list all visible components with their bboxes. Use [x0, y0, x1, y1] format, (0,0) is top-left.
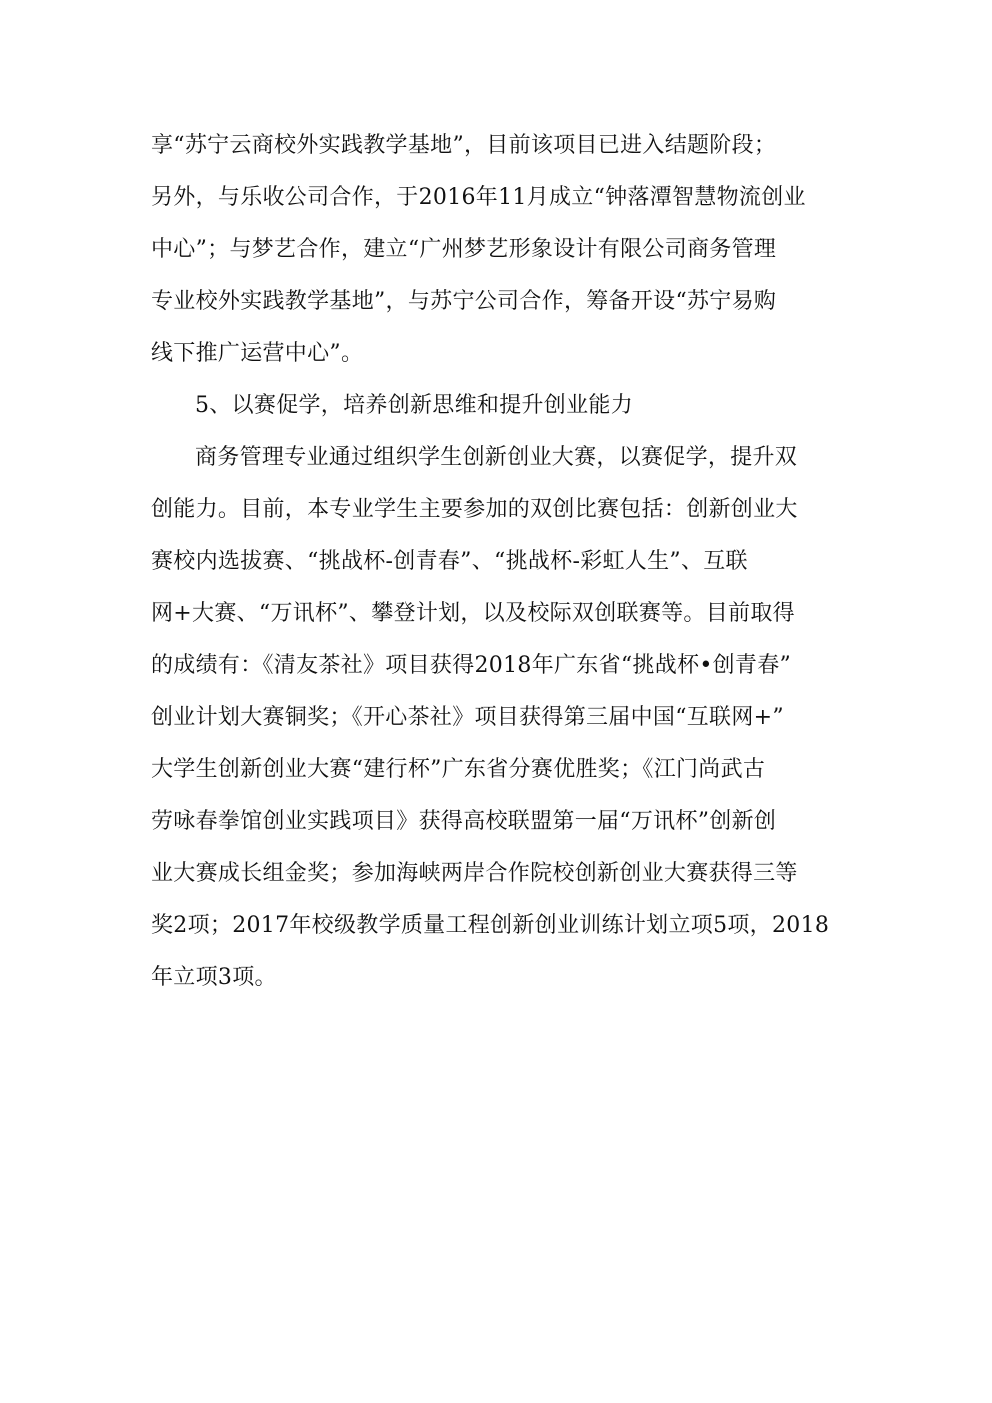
text-line-7: 商务管理专业通过组织学生创新创业大赛，以赛促学，提升双 — [195, 445, 798, 470]
text-line-3: 中心”；与梦艺合作，建立“广州梦艺形象设计有限公司商务管理 — [151, 237, 777, 262]
text-line-14: 劳咏春拳馆创业实践项目》获得高校联盟第一届“万讯杯”创新创 — [151, 809, 777, 834]
text-line-12: 创业计划大赛铜奖；《开心茶社》项目获得第三届中国“互联网+” — [151, 705, 784, 730]
text-line-4: 专业校外实践教学基地”，与苏宁公司合作，筹备开设“苏宁易购 — [151, 289, 777, 314]
text-line-10: 网+大赛、“万讯杯”、攀登计划，以及校际双创联赛等。目前取得 — [151, 601, 795, 626]
text-line-15: 业大赛成长组金奖；参加海峡两岸合作院校创新创业大赛获得三等 — [151, 861, 798, 886]
text-line-17: 年立项3项。 — [151, 965, 277, 990]
section-heading: 5、以赛促学，培养创新思维和提升创业能力 — [195, 393, 633, 418]
text-line-8: 创能力。目前，本专业学生主要参加的双创比赛包括：创新创业大 — [151, 497, 798, 522]
text-line-16: 奖2项；2017年校级教学质量工程创新创业训练计划立项5项，2018 — [151, 913, 830, 938]
text-line-2: 另外，与乐收公司合作，于2016年11月成立“钟落潭智慧物流创业 — [151, 185, 806, 210]
text-line-11: 的成绩有：《清友茶社》项目获得2018年广东省“挑战杯•创青春” — [151, 653, 792, 678]
text-line-13: 大学生创新创业大赛“建行杯”广东省分赛优胜奖；《江门尚武古 — [151, 757, 766, 782]
text-line-5: 线下推广运营中心”。 — [151, 341, 364, 366]
text-line-9: 赛校内选拔赛、“挑战杯-创青春”、“挑战杯-彩虹人生”、互联 — [151, 549, 748, 574]
text-line-1: 享“苏宁云商校外实践教学基地”，目前该项目已进入结题阶段； — [151, 133, 777, 158]
